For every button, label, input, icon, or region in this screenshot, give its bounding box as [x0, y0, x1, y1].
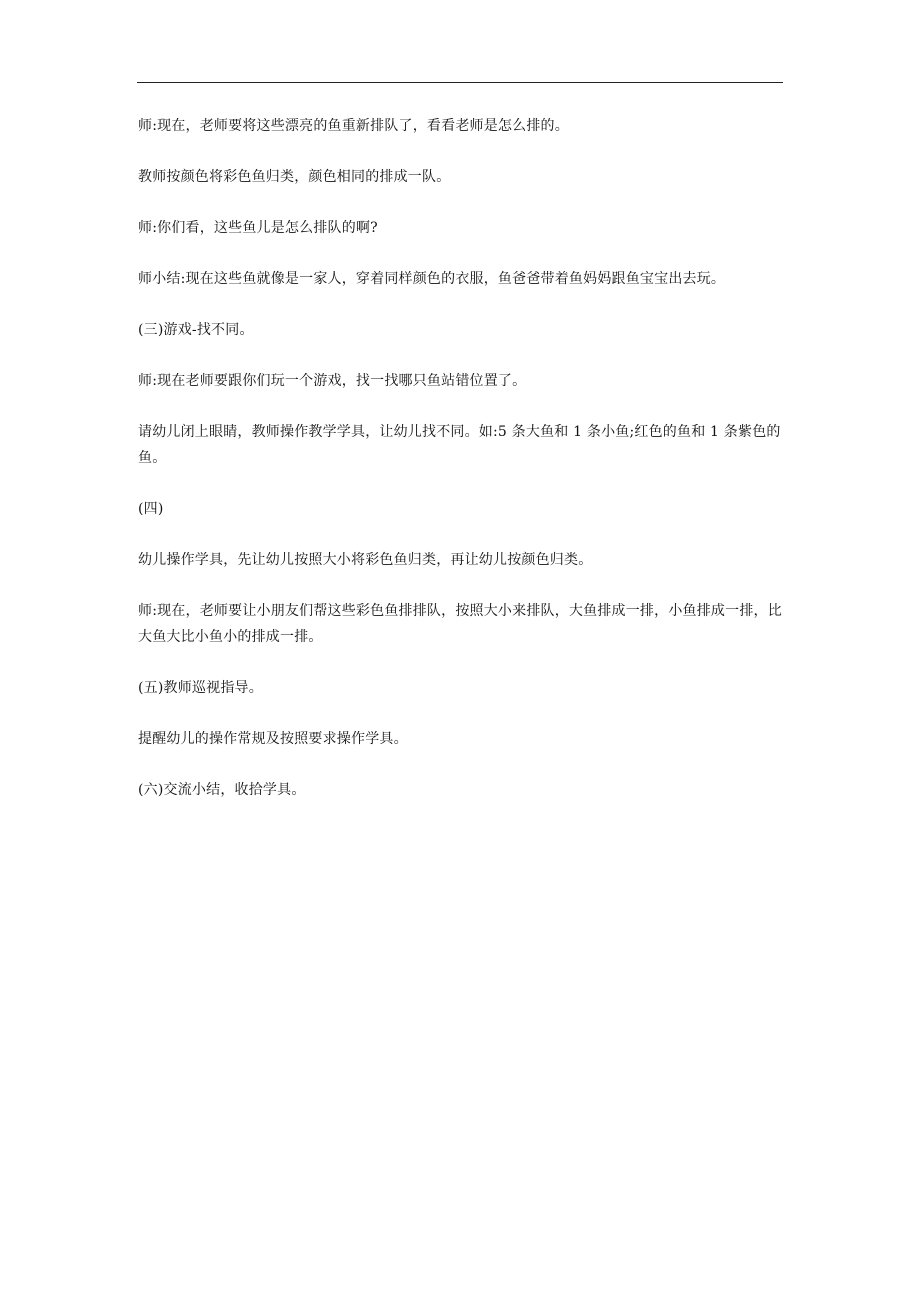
paragraph: 请幼儿闭上眼睛，教师操作教学学具，让幼儿找不同。如:5 条大鱼和 1 条小鱼;红色的鱼和 1 条紫色的鱼。	[138, 424, 781, 466]
document-body	[138, 113, 788, 828]
paragraph: 师:现在老师要跟你们玩一个游戏，找一找哪只鱼站错位置了。	[138, 373, 527, 389]
paragraph: 师小结:现在这些鱼就像是一家人，穿着同样颜色的衣服，鱼爸爸带着鱼妈妈跟鱼宝宝出去玩。	[138, 271, 726, 287]
paragraph: 师:你们看，这些鱼儿是怎么排队的啊?	[138, 220, 378, 236]
section-heading: (三)游戏-找不同。	[138, 322, 254, 338]
paragraph: 师:现在，老师要让小朋友们帮这些彩色鱼排排队，按照大小来排队，大鱼排成一排，小鱼排成一排，比大鱼大比小鱼小的排成一排。	[138, 603, 782, 645]
paragraph: 幼儿操作学具，先让幼儿按照大小将彩色鱼归类，再让幼儿按颜色归类。	[138, 552, 593, 568]
section-heading: (六)交流小结，收拾学具。	[138, 782, 306, 798]
paragraph: 师:现在，老师要将这些漂亮的鱼重新排队了，看看老师是怎么排的。	[138, 118, 569, 134]
section-heading: (五)教师巡视指导。	[138, 680, 263, 696]
header-divider	[137, 82, 783, 83]
paragraph: 提醒幼儿的操作常规及按照要求操作学具。	[138, 731, 408, 747]
paragraph: 教师按颜色将彩色鱼归类，颜色相同的排成一队。	[138, 169, 451, 185]
section-heading: (四)	[138, 501, 164, 517]
